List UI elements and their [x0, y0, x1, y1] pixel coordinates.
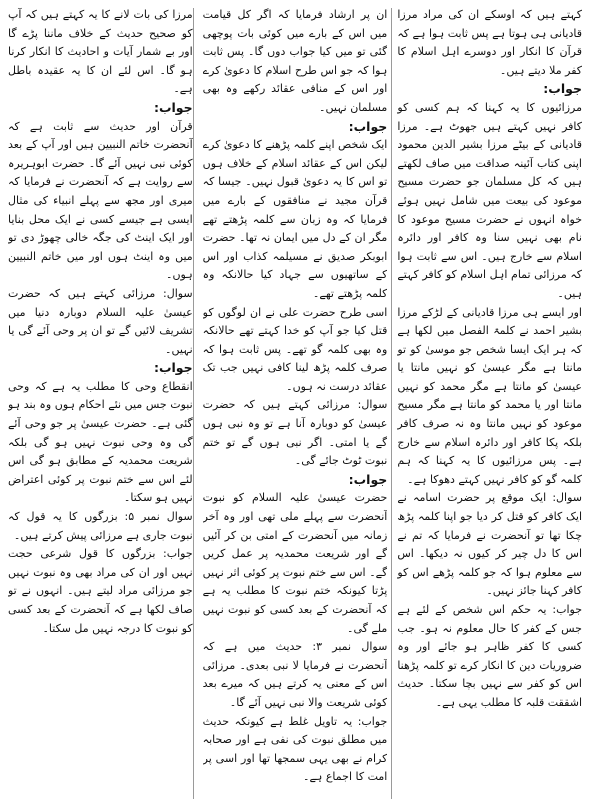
paragraph: سوال: مرزائی کہتے ہیں کہ حضرت عیسیٰ کو دوبارہ آنا ہے تو وہ نبی ہوں گے یا امتی۔ اگر نبی ہوں گے تو ختم نبوت ٹوٹ جائے گی۔ [202, 398, 388, 468]
paragraph: سوال: مرزائی کہتے ہیں کہ حضرت عیسیٰ علیہ السلام دوبارہ دنیا میں تشریف لائیں گے تو ان پر وحی آئے گی یا نہیں۔ [7, 286, 193, 356]
paragraph: جواب: یہ تاویل غلط ہے کیونکہ حدیث میں مطلق نبوت کی نفی ہے اور صحابہ کرام نے بھی یہی سمجھا تھا اور اسی پر امت کا اجماع ہے۔ [202, 714, 388, 784]
paragraph: انقطاع وحی کا مطلب یہ ہے کہ وحی نبوت جس میں نئے احکام ہوں وہ بند ہو گئی ہے۔ حضرت عیسیٰ پر جو وحی آئے گی وہ وحی نبوت نہیں ہو گی بلکہ شریعت محمدیہ کے مطابق ہو گی اس لئے اس سے ختم نبوت پر کوئی اعتراض نہیں ہو سکتا۔ [7, 379, 193, 505]
paragraph: جواب: بزرگوں کا قول شرعی حجت نہیں اور ان کی مراد بھی وہ نبوت نہیں جو مرزائی مراد لیتے ہیں۔ انہوں نے تو صاف لکھا ہے کہ آنحضرت کے بعد کسی کو نبوت کا درجہ نہیں مل سکتا۔ [7, 547, 193, 635]
answer-heading: جواب: [153, 360, 193, 376]
paragraph: مرزائیوں کا یہ کہنا کہ ہم کسی کو کافر نہیں کہتے ہیں جھوٹ ہے۔ مرزا قادیانی کے بیٹے مرزا بشیر الدین محمود اپنی کتاب آئینہ صداقت میں صاف لکھتے ہیں کہ کل مسلمان جو حضرت مسیح موعود کی بیعت میں شامل نہیں ہوئے خواہ انہوں نے حضرت مسیح موعود کا نام بھی نہیں سنا وہ کافر اور دائرہ اسلام سے خارج ہیں۔ اس سے ثابت ہوا کہ مرزائی تمام اہل اسلام کو کافر کہتے ہیں۔ [397, 100, 582, 300]
answer-heading: جواب: [348, 118, 388, 134]
paragraph: حضرت عیسیٰ علیہ السلام کو نبوت آنحضرت سے پہلے ملی تھی اور وہ آخر زمانہ میں آنحضرت کے امتی بن کر آئیں گے اور شریعت محمدیہ پر عمل کریں گے۔ اس سے ختم نبوت پر کوئی اثر نہیں پڑتا کیونکہ ختم نبوت کا مطلب یہ ہے کہ آنحضرت کے بعد کسی کو نبوت نہیں ملے گی۔ [202, 491, 388, 635]
paragraph: اسی طرح حضرت علی نے ان لوگوں کو قتل کیا جو آپ کو خدا کہتے تھے حالانکہ وہ بھی کلمہ گو تھے۔ پس ثابت ہوا کہ صرف کلمہ پڑھ لینا کافی نہیں جب تک عقائد درست نہ ہوں۔ [202, 305, 388, 393]
paragraph: ایک شخص اپنے کلمہ پڑھنے کا دعویٰ کرے لیکن اس کے عقائد اسلام کے خلاف ہوں تو اس کا یہ دعویٰ قبول نہیں۔ جیسا کہ قرآن مجید نے منافقوں کے بارے میں فرمایا کہ وہ زبان سے کلمہ پڑھتے تھے مگر ان کے دل میں ایمان نہ تھا۔ حضرت ابوبکر صدیق نے مسیلمہ کذاب اور اس کے ساتھیوں سے جہاد کیا حالانکہ وہ کلمہ پڑھتے تھے۔ [202, 138, 388, 300]
text-column-left [8, 6, 193, 803]
answer-heading: جواب: [153, 99, 193, 115]
paragraph: سوال نمبر ۵: بزرگوں کا یہ قول کہ نبوت جاری ہے مرزائی پیش کرتے ہیں۔ [7, 510, 193, 542]
paragraph: اور ایسے ہی مرزا قادیانی کے لڑکے مرزا بشیر احمد نے کلمۃ الفصل میں لکھا ہے کہ ہر ایک ایسا شخص جو موسیٰ کو تو مانتا ہے مگر عیسیٰ کو نہیں مانتا یا عیسیٰ کو مانتا ہے مگر محمد کو نہیں مانتا اور یا محمد کو مانتا ہے مگر مسیح موعود کو نہیں مانتا وہ نہ صرف کافر بلکہ پکا کافر اور دائرہ اسلام سے خارج ہے۔ پس مرزائیوں کا یہ کہنا کہ ہم کلمہ گو کو کافر نہیں کہتے دھوکا ہے۔ [397, 305, 582, 486]
paragraph: ان پر ارشاد فرمایا کہ اگر کل قیامت میں اس کے بارے میں کوئی بات پوچھی گئی تو میں کیا جواب دوں گا۔ پس ثابت ہوا کہ جو اس طرح اسلام کا دعویٰ کرے اور اس کے منافی عقائد رکھے وہ بھی مسلمان نہیں۔ [202, 8, 388, 114]
paragraph: سوال: ایک موقع پر حضرت اسامہ نے ایک کافر کو قتل کر دیا جو اپنا کلمہ پڑھ چکا تھا تو آنحضرت نے فرمایا کہ تم نے اس کا دل چیر کر کیوں نہ دیکھا۔ اس سے معلوم ہوا کہ جو کلمہ پڑھے اس کو کافر کہنا جائز نہیں۔ [397, 491, 582, 598]
paragraph: قرآن اور حدیث سے ثابت ہے کہ آنحضرت خاتم النبیین ہیں اور آپ کے بعد کوئی نبی نہیں آئے گا۔ حضرت ابوہریرہ سے روایت ہے کہ آنحضرت نے فرمایا کہ میری اور مجھ سے پہلے انبیاء کی مثال ایسی ہے جیسے کسی نے ایک محل بنایا اور ایک اینٹ کی جگہ خالی چھوڑ دی تو میں وہ اینٹ ہوں اور میں خاتم النبیین ہوں۔ [7, 119, 193, 282]
paragraph: مرزا کی بات لانے کا یہ کہتے ہیں کہ آپ کو صحیح حدیث کے خلاف ماننا پڑے گا اور بے شمار آیات و احادیث کا انکار کرنا ہو گا۔ اس لئے ان کا یہ عقیدہ باطل ہے۔ [7, 8, 193, 96]
paragraph: جواب: یہ حکم اس شخص کے لئے ہے جس کے کفر کا حال معلوم نہ ہو۔ جب کسی کا کفر ظاہر ہو جائے اور وہ ضروریات دین کا انکار کرے تو کلمہ پڑھنا اس کو کفر سے نہیں بچا سکتا۔ حدیث اشققت قلبہ کا مطلب یہی ہے۔ [397, 603, 582, 709]
text-column-middle [203, 6, 388, 803]
text-column-right [397, 6, 582, 803]
paragraph: کہتے ہیں کہ اوسکے ان کی مراد مرزا قادیانی ہی ہوتا ہے پس ثابت ہوا ہے کہ قرآن کا انکار اور دوسرے اہل اسلام کا کفر ملا دیتے ہیں۔ [397, 8, 582, 77]
paragraph: سوال نمبر ۳: حدیث میں ہے کہ آنحضرت نے فرمایا لا نبی بعدی۔ مرزائی اس کے معنی یہ کرتے ہیں کہ میرے بعد کوئی شریعت والا نبی نہیں آئے گا۔ [202, 640, 388, 709]
column-divider [391, 8, 392, 799]
column-divider [193, 8, 194, 799]
answer-heading: جواب: [543, 81, 582, 97]
answer-heading: جواب: [348, 471, 388, 487]
